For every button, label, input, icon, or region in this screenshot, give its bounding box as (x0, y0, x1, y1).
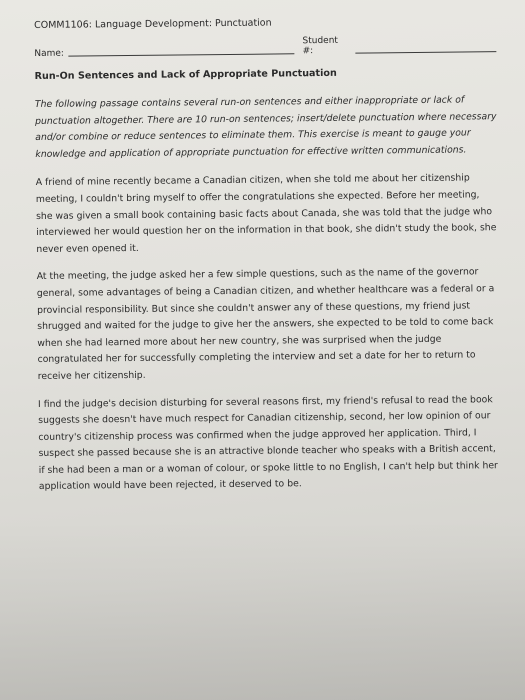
name-row (34, 35, 496, 59)
student-number-label: Student #: (302, 35, 338, 57)
page-shadow (0, 520, 525, 700)
worksheet-content (34, 15, 501, 507)
instructions: The following passage contains several run-on sentences and either inappropriate or lack of punctuation altogether. There are 10 run-on sentences; insert/delete punctuation where necessary and/or combine or reduce sentences to eliminate them. This exercise is meant to gauge your knowledge and application of appropriate punctuation for effective written communications. (34, 94, 497, 160)
passage-paragraph-1: A friend of mine recently became a Canadian citizen, when she told me about her citizenship meeting, I couldn't bring myself to offer the congratulations she expected. Before her meeting, she was given a small book containing basic facts about Canada, she was told that the judge who interviewed her would question her on the information in that book, she didn't study the book, she never even opened it. (35, 172, 497, 255)
passage-paragraph-2: At the meeting, the judge asked her a few simple questions, such as the name of the governor general, some advantages of being a Canadian citizen, and whether healthcare was a federal or a provincial responsibility. But since she couldn't answer any of these questions, my friend just shrugged and waited for the judge to give her the answers, she expected to be told to come back when she had learned more about her new country, she was surprised when the judge congratulated her for successfully completing the interview and set a date for her to return to receive her citizenship. (36, 266, 495, 382)
exercise-title: Run-On Sentences and Lack of Appropriate Punctuation (34, 67, 337, 82)
name-label: Name: (34, 48, 65, 59)
student-number-field-line[interactable] (355, 51, 496, 53)
course-title: COMM1106: Language Development: Punctuation (34, 17, 272, 31)
name-field-line[interactable] (68, 53, 295, 56)
passage-paragraph-3: I find the judge's decision disturbing for several reasons first, my friend's refusal to read the book suggests she doesn't have much respect for Canadian citizenship, second, her low opinion of our country's citizenship process was confirmed when the judge approved her application. Third, I suspect she passed because she is an attractive blonde teacher who speaks with a British accent, if she had been a man or a woman of colour, or spoke little to no English, I can't help but think her application would have been rejected, it deserved to be. (37, 393, 498, 493)
